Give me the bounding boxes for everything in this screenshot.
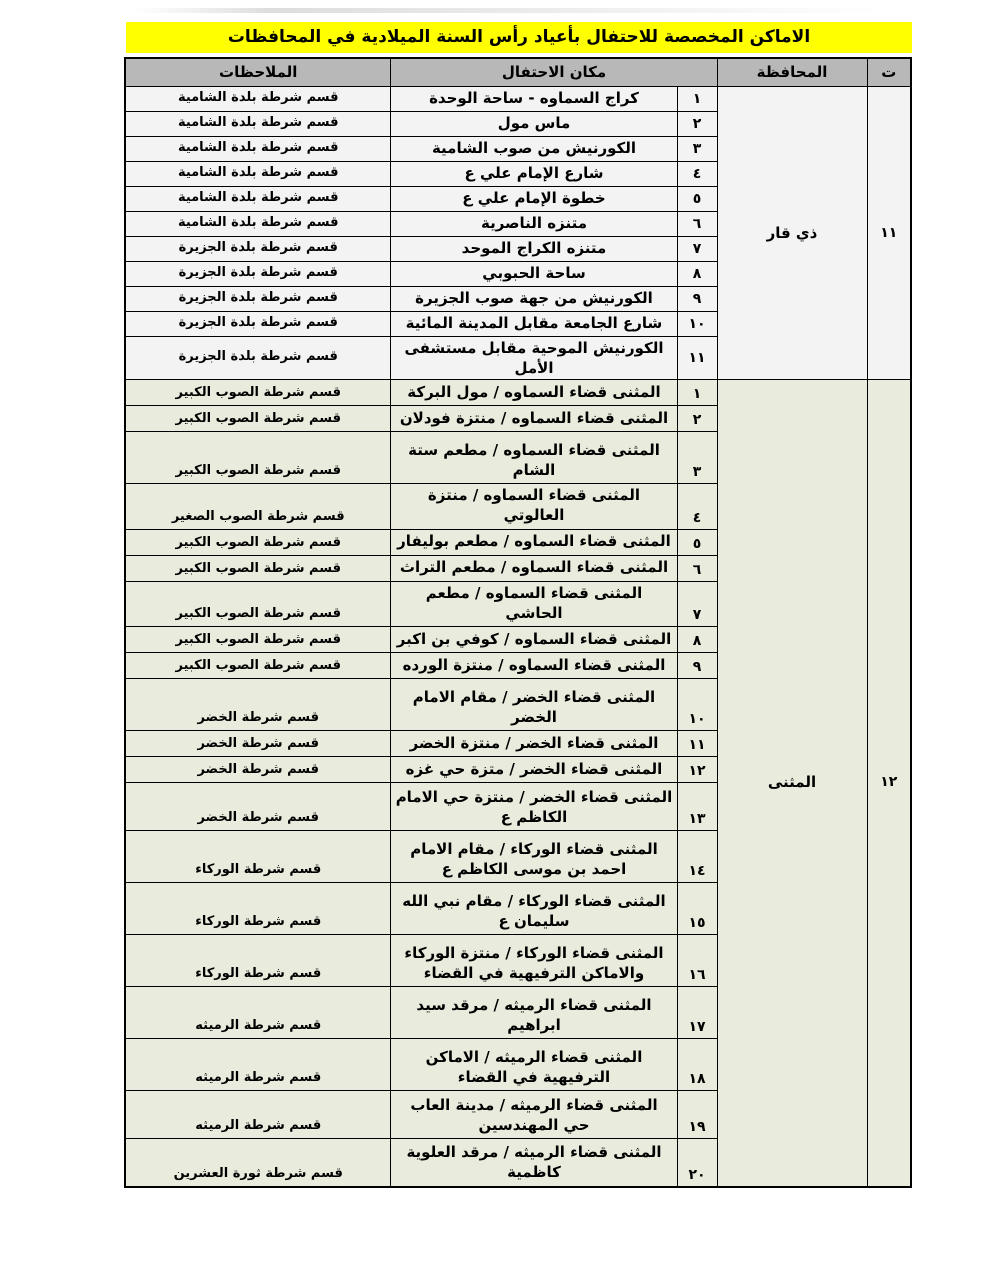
row-number: ٥ bbox=[677, 529, 717, 555]
row-number: ١ bbox=[677, 380, 717, 406]
row-number: ٨ bbox=[677, 627, 717, 653]
row-number: ١٨ bbox=[677, 1039, 717, 1091]
celebration-place: متنزه الناصرية bbox=[391, 211, 677, 236]
row-notes: قسم شرطة الرميثه bbox=[125, 987, 391, 1039]
celebration-place: المثنى قضاء الرميثه / مرقد العلوية كاظمية bbox=[391, 1139, 677, 1187]
celebration-place: شارع الجامعة مقابل المدينة المائية bbox=[391, 311, 677, 336]
celebration-place: المثنى قضاء السماوه / كوفي بن اكبر bbox=[391, 627, 677, 653]
celebration-place: المثنى قضاء الخضر / متزة حي غزه bbox=[391, 757, 677, 783]
row-number: ٢ bbox=[677, 111, 717, 136]
celebration-place: المثنى قضاء الخضر / منتزة الخضر bbox=[391, 731, 677, 757]
row-number: ٤ bbox=[677, 161, 717, 186]
celebration-place: متنزه الكراج الموحد bbox=[391, 236, 677, 261]
row-notes: قسم شرطة بلدة الشامية bbox=[125, 161, 391, 186]
row-number: ١٥ bbox=[677, 883, 717, 935]
celebration-place: المثنى قضاء السماوه / منتزة العالوتي bbox=[391, 484, 677, 530]
row-number: ٣ bbox=[677, 432, 717, 484]
row-notes: قسم شرطة بلدة الجزيرة bbox=[125, 336, 391, 380]
row-notes: قسم شرطة الوركاء bbox=[125, 883, 391, 935]
row-notes: قسم شرطة بلدة الشامية bbox=[125, 211, 391, 236]
province-name: المثنى bbox=[717, 380, 867, 1187]
celebration-place: المثنى قضاء الخضر / مقام الامام الخضر bbox=[391, 679, 677, 731]
page-title: الاماكن المخصصة للاحتفال بأعياد رأس السنة الميلادية في المحافظات bbox=[126, 22, 912, 53]
row-notes: قسم شرطة بلدة الشامية bbox=[125, 111, 391, 136]
header-notes: الملاحظات bbox=[125, 58, 391, 86]
row-number: ١٢ bbox=[677, 757, 717, 783]
row-number: ١٠ bbox=[677, 679, 717, 731]
header-place: مكان الاحتفال bbox=[391, 58, 717, 86]
section-dhi-qar bbox=[125, 86, 911, 380]
row-number: ٧ bbox=[677, 236, 717, 261]
row-notes: قسم شرطة الرميثه bbox=[125, 1091, 391, 1139]
celebration-place: المثنى قضاء الوركاء / مقام الامام احمد بن موسى الكاظم ع bbox=[391, 831, 677, 883]
row-number: ١٠ bbox=[677, 311, 717, 336]
celebration-place: المثنى قضاء الوركاء / مقام نبي الله سليمان ع bbox=[391, 883, 677, 935]
table-row bbox=[125, 86, 911, 111]
row-number: ٦ bbox=[677, 555, 717, 581]
celebration-place: المثنى قضاء السماوه / منتزة الورده bbox=[391, 653, 677, 679]
row-notes: قسم شرطة الوركاء bbox=[125, 831, 391, 883]
scan-artifact bbox=[136, 8, 882, 13]
table-row bbox=[125, 380, 911, 406]
row-notes: قسم شرطة الصوب الكبير bbox=[125, 627, 391, 653]
celebration-place: شارع الإمام علي ع bbox=[391, 161, 677, 186]
section-muthanna bbox=[125, 380, 911, 1187]
row-number: ١١ bbox=[677, 731, 717, 757]
celebration-place: المثنى قضاء السماوه / مطعم الحاشي bbox=[391, 581, 677, 627]
row-number: ٩ bbox=[677, 286, 717, 311]
row-notes: قسم شرطة بلدة الشامية bbox=[125, 136, 391, 161]
row-number: ٦ bbox=[677, 211, 717, 236]
row-notes: قسم شرطة الصوب الكبير bbox=[125, 555, 391, 581]
celebration-place: المثنى قضاء السماوه / منتزة فودلان bbox=[391, 406, 677, 432]
row-notes: قسم شرطة الخضر bbox=[125, 757, 391, 783]
row-notes: قسم شرطة الخضر bbox=[125, 679, 391, 731]
row-notes: قسم شرطة الصوب الكبير bbox=[125, 380, 391, 406]
row-number: ٥ bbox=[677, 186, 717, 211]
header-province: المحافظة bbox=[717, 58, 867, 86]
celebration-place: الكورنيش من صوب الشامية bbox=[391, 136, 677, 161]
row-number: ٩ bbox=[677, 653, 717, 679]
row-notes: قسم شرطة الخضر bbox=[125, 731, 391, 757]
row-number: ٢٠ bbox=[677, 1139, 717, 1187]
section-seq: ١٢ bbox=[867, 380, 911, 1187]
row-notes: قسم شرطة الصوب الكبير bbox=[125, 406, 391, 432]
row-notes: قسم شرطة بلدة الجزيرة bbox=[125, 236, 391, 261]
row-number: ١٩ bbox=[677, 1091, 717, 1139]
row-notes: قسم شرطة الصوب الكبير bbox=[125, 529, 391, 555]
celebration-place: الكورنيش من جهة صوب الجزيرة bbox=[391, 286, 677, 311]
row-notes: قسم شرطة الصوب الكبير bbox=[125, 653, 391, 679]
row-notes: قسم شرطة الصوب الكبير bbox=[125, 432, 391, 484]
row-notes: قسم شرطة الصوب الصغير bbox=[125, 484, 391, 530]
header-seq: ت bbox=[867, 58, 911, 86]
celebration-place: المثنى قضاء السماوه / مطعم التراث bbox=[391, 555, 677, 581]
row-number: ٢ bbox=[677, 406, 717, 432]
row-notes: قسم شرطة بلدة الجزيرة bbox=[125, 286, 391, 311]
table-header-row bbox=[125, 58, 911, 86]
celebration-places-table bbox=[124, 57, 912, 1188]
row-notes: قسم شرطة ثورة العشرين bbox=[125, 1139, 391, 1187]
row-notes: قسم شرطة بلدة الجزيرة bbox=[125, 261, 391, 286]
row-number: ١٤ bbox=[677, 831, 717, 883]
row-number: ١١ bbox=[677, 336, 717, 380]
celebration-place: المثنى قضاء الرميثه / الاماكن الترفيهية في القضاء bbox=[391, 1039, 677, 1091]
celebration-place: كراج السماوه - ساحة الوحدة bbox=[391, 86, 677, 111]
celebration-place: ماس مول bbox=[391, 111, 677, 136]
row-number: ١٦ bbox=[677, 935, 717, 987]
celebration-place: المثنى قضاء السماوه / مطعم بوليفار bbox=[391, 529, 677, 555]
celebration-place: المثنى قضاء الرميثه / مدينة العاب حي المهندسين bbox=[391, 1091, 677, 1139]
row-notes: قسم شرطة الخضر bbox=[125, 783, 391, 831]
row-notes: قسم شرطة بلدة الجزيرة bbox=[125, 311, 391, 336]
celebration-place: المثنى قضاء السماوه / مول البركة bbox=[391, 380, 677, 406]
row-number: ١٣ bbox=[677, 783, 717, 831]
celebration-place: ساحة الحبوبي bbox=[391, 261, 677, 286]
province-name: ذي قار bbox=[717, 86, 867, 380]
row-number: ١ bbox=[677, 86, 717, 111]
celebration-place: المثنى قضاء السماوه / مطعم ستة الشام bbox=[391, 432, 677, 484]
celebration-place: المثنى قضاء الخضر / منتزة حي الامام الكاظم ع bbox=[391, 783, 677, 831]
celebration-place: خطوة الإمام علي ع bbox=[391, 186, 677, 211]
row-notes: قسم شرطة الرميثه bbox=[125, 1039, 391, 1091]
row-number: ١٧ bbox=[677, 987, 717, 1039]
row-number: ٣ bbox=[677, 136, 717, 161]
celebration-place: المثنى قضاء الوركاء / منتزة الوركاء والاماكن الترفيهية في القضاء bbox=[391, 935, 677, 987]
row-notes: قسم شرطة بلدة الشامية bbox=[125, 186, 391, 211]
row-number: ٧ bbox=[677, 581, 717, 627]
row-number: ٤ bbox=[677, 484, 717, 530]
document-page bbox=[126, 8, 912, 1188]
celebration-place: المثنى قضاء الرميثه / مرقد سيد ابراهيم bbox=[391, 987, 677, 1039]
section-seq: ١١ bbox=[867, 86, 911, 380]
row-notes: قسم شرطة الوركاء bbox=[125, 935, 391, 987]
row-number: ٨ bbox=[677, 261, 717, 286]
row-notes: قسم شرطة الصوب الكبير bbox=[125, 581, 391, 627]
celebration-place: الكورنيش الموحية مقابل مستشفى الأمل bbox=[391, 336, 677, 380]
row-notes: قسم شرطة بلدة الشامية bbox=[125, 86, 391, 111]
